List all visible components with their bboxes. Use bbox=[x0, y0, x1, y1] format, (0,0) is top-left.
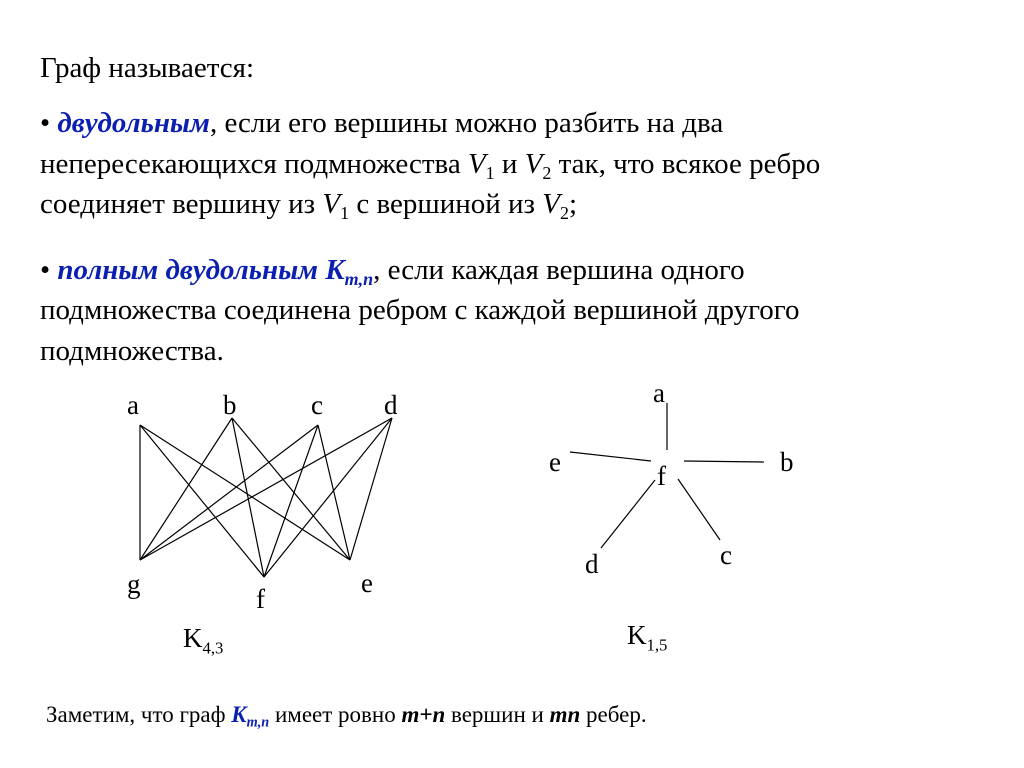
edge-c-g bbox=[140, 425, 318, 560]
term-subscript: m,n bbox=[344, 268, 374, 289]
k15-vertex-a: a bbox=[653, 378, 665, 408]
item1-end: ; bbox=[568, 188, 577, 220]
edge-b-g bbox=[140, 418, 232, 560]
k43-caption bbox=[183, 623, 224, 658]
edge-d-e bbox=[350, 418, 392, 560]
footer-note bbox=[46, 700, 647, 730]
edge-d-g bbox=[140, 418, 392, 560]
item1-text3b: с вершиной из bbox=[349, 188, 543, 220]
item1-text2a: непересекающихся подмножества bbox=[40, 148, 468, 180]
k43-caption-main: K bbox=[183, 623, 203, 653]
note-m-plus-n: m+n bbox=[401, 702, 446, 727]
k43-vertex-e: e bbox=[361, 568, 373, 598]
k43-vertex-d: d bbox=[384, 390, 398, 420]
v1-subscript: 1 bbox=[485, 162, 495, 183]
v2-subscript: 2 bbox=[542, 162, 552, 183]
note-term-sub: m,n bbox=[246, 714, 270, 731]
k15-vertex-c: c bbox=[720, 540, 732, 570]
note-text3: вершин и bbox=[445, 702, 550, 727]
edge-b-e bbox=[232, 418, 350, 560]
item2-line3: подмножества. bbox=[40, 335, 224, 367]
v1-symbol: V bbox=[467, 148, 486, 180]
k15-vertex-d: d bbox=[585, 549, 599, 579]
v2-subscript: 2 bbox=[559, 202, 569, 223]
edge-f-d bbox=[601, 480, 655, 548]
note-term bbox=[231, 702, 270, 731]
k43-caption-sub: 4,3 bbox=[202, 638, 224, 658]
k43-vertex-b: b bbox=[223, 390, 237, 420]
item2-line2: подмножества соединена ребром с каждой вершиной другого bbox=[40, 294, 800, 326]
bullet: • bbox=[40, 107, 51, 139]
edge-f-c bbox=[678, 479, 720, 540]
k43-vertex-a: a bbox=[127, 390, 139, 420]
edge-b-f bbox=[232, 418, 264, 577]
k15-vertex-e: e bbox=[549, 447, 561, 477]
v2-symbol: V bbox=[524, 148, 543, 180]
k15-caption-sub: 1,5 bbox=[646, 635, 668, 655]
k43-vertex-f: f bbox=[256, 584, 265, 614]
v1-symbol: V bbox=[322, 188, 341, 220]
item1-text1: , если его вершины можно разбить на два bbox=[209, 107, 724, 139]
edge-c-e bbox=[318, 425, 350, 560]
note-text2: имеет ровно bbox=[269, 702, 402, 727]
term-complete-bipartite-text: полным двудольным K bbox=[57, 254, 345, 286]
heading: Граф называется: bbox=[40, 52, 255, 84]
k43-vertex-g: g bbox=[127, 569, 141, 599]
edge-a-e bbox=[140, 425, 350, 560]
k43-edges bbox=[140, 418, 392, 577]
k43-vertex-c: c bbox=[311, 390, 323, 420]
v2-symbol: V bbox=[542, 188, 560, 220]
edge-f-e bbox=[570, 452, 651, 461]
k15-caption-main: K bbox=[627, 620, 647, 650]
note-text1: Заметим, что граф bbox=[46, 702, 232, 727]
note-mn: mn bbox=[549, 702, 581, 727]
item1-text3a: соединяет вершину из bbox=[40, 188, 323, 220]
k15-caption bbox=[627, 620, 668, 655]
edge-f-b bbox=[684, 461, 764, 462]
item1-text2b: так, что всякое ребро bbox=[551, 148, 821, 180]
k15-edges bbox=[570, 403, 764, 548]
v1-subscript: 1 bbox=[340, 202, 350, 223]
k15-vertex-b: b bbox=[780, 447, 794, 477]
edge-c-f bbox=[264, 425, 318, 577]
note-term-main: K bbox=[231, 702, 247, 727]
note-text4: ребер. bbox=[580, 702, 647, 727]
item2-text1: , если каждая вершина одного bbox=[373, 254, 745, 286]
bullet: • bbox=[40, 254, 51, 286]
k15-vertex-f: f bbox=[657, 461, 666, 491]
item1-and: и bbox=[494, 148, 525, 180]
term-bipartite: двудольным bbox=[57, 107, 210, 139]
edge-d-f bbox=[264, 418, 392, 577]
